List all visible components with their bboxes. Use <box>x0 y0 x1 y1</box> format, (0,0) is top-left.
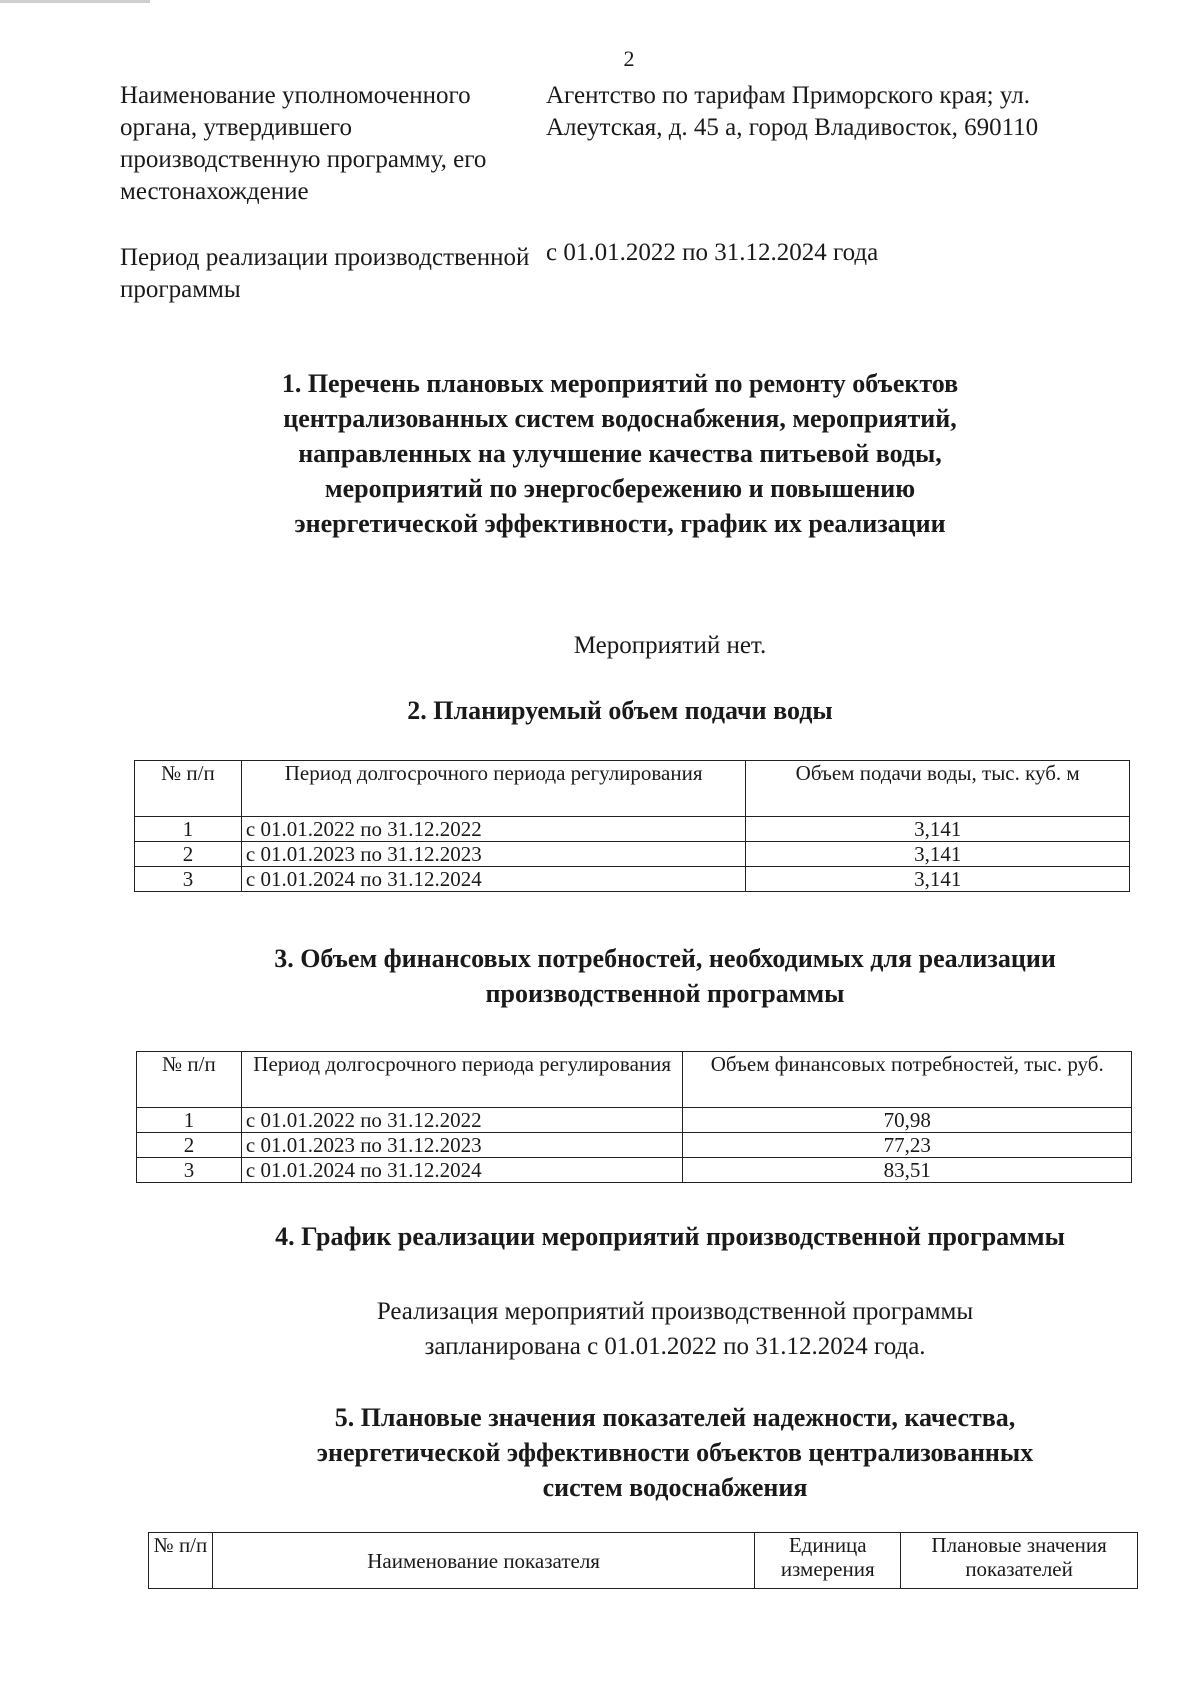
table-header-row <box>137 1052 1132 1108</box>
page-number: 2 <box>623 46 635 71</box>
row-amount: 77,23 <box>683 1133 1132 1158</box>
table-row <box>137 1158 1132 1183</box>
period-value: с 01.01.2022 по 31.12.2024 года <box>546 239 879 266</box>
authority-value: Агентство по тарифам Приморского края; ул. Алеутская, д. 45 а, город Владивосток, 690110 <box>546 82 1039 141</box>
table-row <box>137 1133 1132 1158</box>
period-label: Период реализации производственной программы <box>120 244 530 303</box>
row-period: с 01.01.2022 по 31.12.2022 <box>241 1108 683 1133</box>
header-number: № п/п <box>135 761 242 817</box>
row-number: 3 <box>135 867 242 892</box>
header-planned-values: Плановые значения показателей <box>901 1533 1138 1589</box>
table-row <box>137 1108 1132 1133</box>
section-4-title: 4. График реализации мероприятий производственной программы <box>275 1222 1065 1251</box>
row-period: с 01.01.2023 по 31.12.2023 <box>241 1133 683 1158</box>
row-volume: 3,141 <box>746 817 1130 842</box>
header-period: Период долгосрочного периода регулирования <box>241 761 746 817</box>
section-4-note: Реализация мероприятий производственной программы запланирована с 01.01.2022 по 31.12.2024 года. <box>376 1298 974 1360</box>
header-period: Период долгосрочного периода регулирования <box>241 1052 683 1108</box>
table-row <box>135 867 1130 892</box>
header-unit: Единица измерения <box>755 1533 901 1589</box>
section-3-title: 3. Объем финансовых потребностей, необходимых для реализации производственной программы <box>274 944 1056 1008</box>
row-volume: 3,141 <box>746 867 1130 892</box>
table-header-row <box>135 761 1130 817</box>
header-number: № п/п <box>137 1052 242 1108</box>
row-number: 1 <box>137 1108 242 1133</box>
section-5-title: 5. Плановые значения показателей надежности, качества, энергетической эффективности объектов централизованных систем водоснабжения <box>316 1403 1034 1502</box>
header-financial: Объем финансовых потребностей, тыс. руб. <box>683 1052 1132 1108</box>
row-amount: 70,98 <box>683 1108 1132 1133</box>
row-period: с 01.01.2024 по 31.12.2024 <box>241 1158 683 1183</box>
indicators-table <box>148 1532 1138 1589</box>
header-volume: Объем подачи воды, тыс. куб. м <box>746 761 1130 817</box>
financial-needs-table <box>136 1051 1132 1183</box>
row-amount: 83,51 <box>683 1158 1132 1183</box>
header-indicator-name: Наименование показателя <box>212 1533 754 1589</box>
table-row <box>135 842 1130 867</box>
header-number: № п/п <box>149 1533 213 1589</box>
water-volume-table <box>134 760 1130 892</box>
authority-label: Наименование уполномоченного органа, утвердившего производственную программу, его местонахождение <box>120 82 487 205</box>
row-number: 2 <box>137 1133 242 1158</box>
section-1-note: Мероприятий нет. <box>573 632 767 659</box>
row-number: 3 <box>137 1158 242 1183</box>
row-period: с 01.01.2024 по 31.12.2024 <box>241 867 746 892</box>
scan-edge-mark <box>0 0 150 3</box>
section-1-title: 1. Перечень плановых мероприятий по ремонту объектов централизованных систем водоснабжения, мероприятий, направленных на улучшение качества питьевой воды, мероприятий по энергосбережению и повышению энергетической эффективности, график их реализации <box>281 369 959 538</box>
table-header-row <box>149 1533 1138 1589</box>
row-number: 2 <box>135 842 242 867</box>
row-number: 1 <box>135 817 242 842</box>
section-2-title: 2. Планируемый объем подачи воды <box>407 696 833 725</box>
table-row <box>135 817 1130 842</box>
row-volume: 3,141 <box>746 842 1130 867</box>
row-period: с 01.01.2023 по 31.12.2023 <box>241 842 746 867</box>
row-period: с 01.01.2022 по 31.12.2022 <box>241 817 746 842</box>
